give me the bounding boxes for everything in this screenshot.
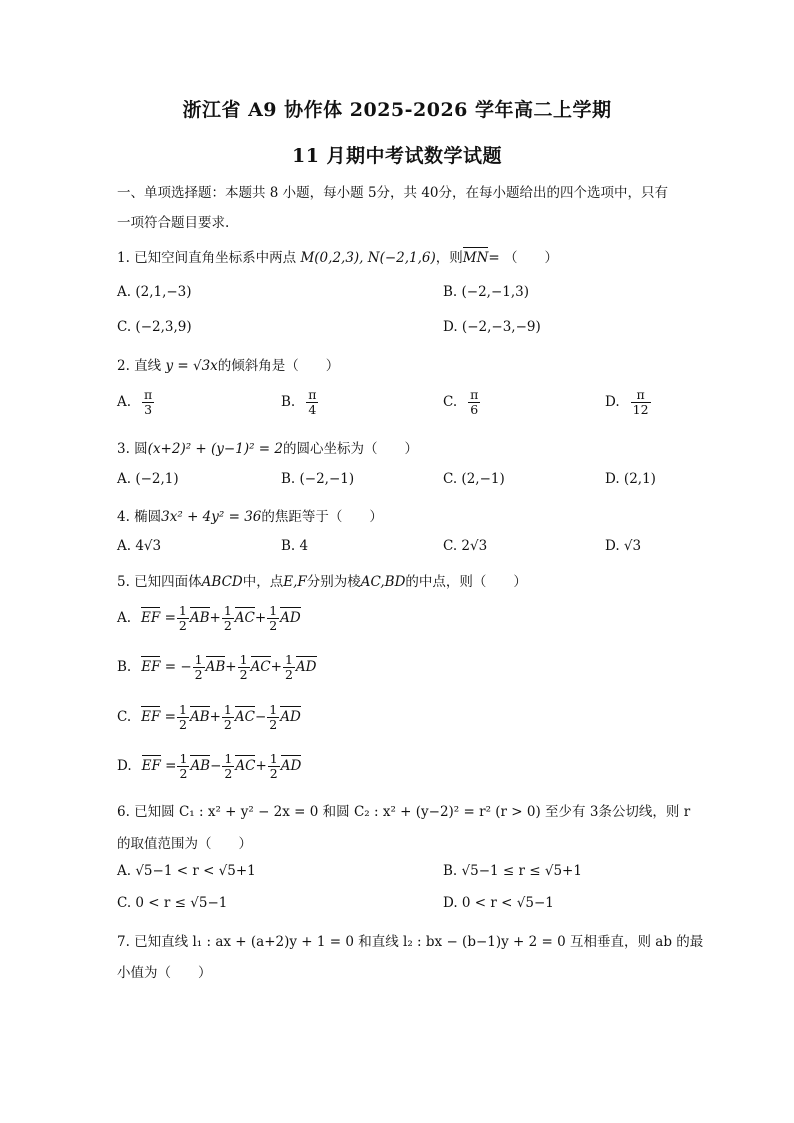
q5-option-d <box>117 752 301 781</box>
q5-option-b-label: B. <box>117 658 132 675</box>
q5-d-lhs: EF <box>141 757 161 774</box>
q3-stem-b: 的圆心坐标为（ ） <box>282 441 418 457</box>
q3-option-b: B. (−2,−1) <box>281 471 355 487</box>
q5-b-half3-num: 1 <box>284 652 293 667</box>
q2-c-num: π <box>470 387 479 402</box>
q5-b-vec-ab: AB <box>205 658 226 675</box>
q5-b-vec-ac: AC <box>250 658 271 675</box>
q6-option-b: B. √5−1 ≤ r ≤ √5+1 <box>443 863 582 879</box>
q5-m3: AC,BD <box>360 574 406 590</box>
q3-option-d: D. (2,1) <box>605 471 656 487</box>
q5-b-op1: = − <box>164 658 192 675</box>
q5-stem-b: 中，点 <box>242 574 284 590</box>
q5-c-lhs: EF <box>141 708 161 725</box>
q5-c-op2: + <box>209 708 221 725</box>
q5-c-op1: = <box>164 708 176 725</box>
q1-stem-b: ，则 <box>435 250 463 266</box>
q5-d-vec-ad: AD <box>280 757 302 774</box>
q5-d-half3-den: 2 <box>269 765 278 781</box>
q4-stem-a: 4. 椭圆 <box>117 509 162 525</box>
q1-stem-a: 1. 已知空间直角坐标系中两点 <box>117 250 297 266</box>
q2-d-num: π <box>631 388 651 403</box>
question-5 <box>117 570 527 590</box>
q5-d-op3: + <box>255 757 267 774</box>
q4-math: 3x² + 4y² = 36 <box>161 509 262 525</box>
q5-c-vec-ad: AD <box>280 708 301 725</box>
q5-d-vec-ab: AB <box>190 757 211 774</box>
q4-option-a: A. 4√3 <box>117 538 162 554</box>
q5-a-op2: + <box>209 609 221 626</box>
q5-a-half1-num: 1 <box>178 603 187 618</box>
q5-d-half3-num: 1 <box>269 751 278 766</box>
q2-option-b <box>281 388 319 417</box>
q5-d-half1 <box>177 752 189 781</box>
q5-b-vec-ad: AD <box>295 658 317 675</box>
section-heading: 一、单项选择题：本题共 8 小题，每小题 5分，共 40分，在每小题给出的四个选项中，只有一项符合题目要求. <box>117 185 669 231</box>
q5-b-half1-den: 2 <box>194 666 203 682</box>
exam-title-line1: 浙江省 A9 协作体 2025-2026 学年高二上学期 <box>182 99 612 121</box>
q5-c-half2 <box>222 703 234 732</box>
q2-option-c <box>443 388 481 417</box>
q5-d-half1-num: 1 <box>179 751 188 766</box>
q5-c-half2-num: 1 <box>223 702 232 717</box>
q5-c-vec-ab: AB <box>189 708 210 725</box>
q2-c-den: 6 <box>470 401 479 417</box>
q5-stem-d: 的中点，则（ ） <box>405 574 527 590</box>
q2-option-d <box>605 388 652 417</box>
q5-a-op3: + <box>254 609 267 626</box>
q5-b-op3: + <box>270 658 282 675</box>
exam-title-line2: 11 月期中考试数学试题 <box>291 145 503 167</box>
q5-b-lhs: EF <box>141 658 161 675</box>
q5-a-vec-ad: AD <box>280 609 301 626</box>
q1-option-a: A. (2,1,−3) <box>117 284 192 300</box>
q2-option-d-label: D. <box>605 393 620 410</box>
q5-b-op2: + <box>225 658 237 675</box>
q4-option-c: C. 2√3 <box>443 538 488 554</box>
q4-stem-b: 的焦距等于（ ） <box>261 509 383 525</box>
q5-a-half2-den: 2 <box>223 617 232 633</box>
q5-b-half2-num: 1 <box>239 652 248 667</box>
q5-a-half3-num: 1 <box>269 603 278 618</box>
q5-a-half1-den: 2 <box>178 617 187 633</box>
q5-c-half1-num: 1 <box>178 702 187 717</box>
q5-option-a <box>117 604 301 633</box>
q5-c-vec-ac: AC <box>234 708 255 725</box>
q5-d-half1-den: 2 <box>179 765 188 781</box>
q5-option-a-label: A. <box>117 609 132 626</box>
q5-c-half3 <box>267 703 279 732</box>
q5-a-vec-ac: AC <box>234 609 255 626</box>
q4-option-d: D. √3 <box>605 538 642 554</box>
q5-a-op1: = <box>164 609 176 626</box>
q6-option-c: C. 0 < r ≤ √5−1 <box>117 895 228 911</box>
q5-a-half3 <box>267 604 279 633</box>
q2-option-a-label: A. <box>117 393 132 410</box>
q1-stem-c: = （ ） <box>488 250 559 266</box>
q5-b-half1-num: 1 <box>194 652 203 667</box>
q5-option-c-label: C. <box>117 708 132 725</box>
q3-option-c: C. (2,−1) <box>443 471 505 487</box>
q5-a-half1 <box>177 604 189 633</box>
q5-option-b <box>117 653 317 682</box>
question-7-line1: 7. 已知直线 l₁ : ax + (a+2)y + 1 = 0 和直线 l₂ : bx − (b−1)y + 2 = 0 互相垂直，则 ab 的最 <box>117 934 704 950</box>
q2-option-a-fraction <box>142 388 154 417</box>
question-4 <box>117 505 383 525</box>
q1-option-d: D. (−2,−3,−9) <box>443 319 541 335</box>
q2-a-num: π <box>144 387 153 402</box>
question-2 <box>117 354 339 374</box>
q1-vector-mn: MN <box>462 250 489 266</box>
q5-d-vec-ac: AC <box>235 757 256 774</box>
q5-c-half2-den: 2 <box>223 716 232 732</box>
q5-b-half3-den: 2 <box>284 666 293 682</box>
q6-option-a: A. √5−1 < r < √5+1 <box>117 863 256 879</box>
q2-option-c-label: C. <box>443 393 458 410</box>
q6-option-d: D. 0 < r < √5−1 <box>443 895 554 911</box>
question-3 <box>117 437 418 457</box>
question-1 <box>117 246 558 266</box>
q2-option-b-fraction <box>306 388 318 417</box>
q3-option-a: A. (−2,1) <box>117 471 179 487</box>
q5-b-half1 <box>193 653 205 682</box>
q5-c-op3: − <box>254 708 267 725</box>
q2-stem-a: 2. 直线 <box>117 358 162 374</box>
q5-stem-c: 分别为棱 <box>306 574 361 590</box>
q5-d-half2 <box>222 752 234 781</box>
q1-math: M(0,2,3), N(−2,1,6) <box>300 250 436 266</box>
q2-option-a <box>117 388 155 417</box>
q2-b-num: π <box>308 387 317 402</box>
question-6-line1: 6. 已知圆 C₁ : x² + y² − 2x = 0 和圆 C₂ : x² + (y−2)² = r² (r > 0) 至少有 3条公切线，则 r <box>117 804 691 820</box>
q2-stem-b: 的倾斜角是（ ） <box>217 358 340 374</box>
q2-d-den: 12 <box>632 401 649 417</box>
q5-a-half3-den: 2 <box>269 617 278 633</box>
q5-b-half2-den: 2 <box>239 666 248 682</box>
q5-d-op2: − <box>210 757 222 774</box>
q5-c-half3-num: 1 <box>269 702 278 717</box>
q2-option-c-fraction <box>468 388 480 417</box>
q5-m1: ABCD <box>201 574 243 590</box>
q2-a-den: 3 <box>144 401 153 417</box>
q5-d-half2-num: 1 <box>224 751 233 766</box>
q5-d-half3 <box>268 752 280 781</box>
q5-d-half2-den: 2 <box>224 765 233 781</box>
q5-b-half3 <box>283 653 295 682</box>
question-7-line2: 小值为（ ） <box>117 965 212 981</box>
q2-option-b-label: B. <box>281 393 296 410</box>
q5-c-half1 <box>177 703 189 732</box>
q2-b-den: 4 <box>308 401 317 417</box>
q5-option-c <box>117 703 301 732</box>
q5-stem-a: 5. 已知四面体 <box>117 574 202 590</box>
q5-c-half3-den: 2 <box>269 716 278 732</box>
q5-a-lhs: EF <box>141 609 161 626</box>
q5-a-vec-ab: AB <box>189 609 210 626</box>
q3-math: (x+2)² + (y−1)² = 2 <box>147 441 283 457</box>
q5-c-half1-den: 2 <box>178 716 187 732</box>
q1-option-c: C. (−2,3,9) <box>117 319 192 335</box>
q2-option-d-fraction <box>631 388 651 417</box>
q1-option-b: B. (−2,−1,3) <box>443 284 530 300</box>
q5-m2: E,F <box>283 574 307 590</box>
q5-d-op1: = <box>165 757 177 774</box>
q5-a-half2-num: 1 <box>223 603 232 618</box>
q4-option-b: B. 4 <box>281 538 309 554</box>
q3-stem-a: 3. 圆 <box>117 441 148 457</box>
question-6-line2: 的取值范围为（ ） <box>117 836 252 852</box>
q2-math: y = √3x <box>165 358 218 374</box>
q5-option-d-label: D. <box>117 757 132 774</box>
q5-a-half2 <box>222 604 234 633</box>
q5-b-half2 <box>238 653 250 682</box>
